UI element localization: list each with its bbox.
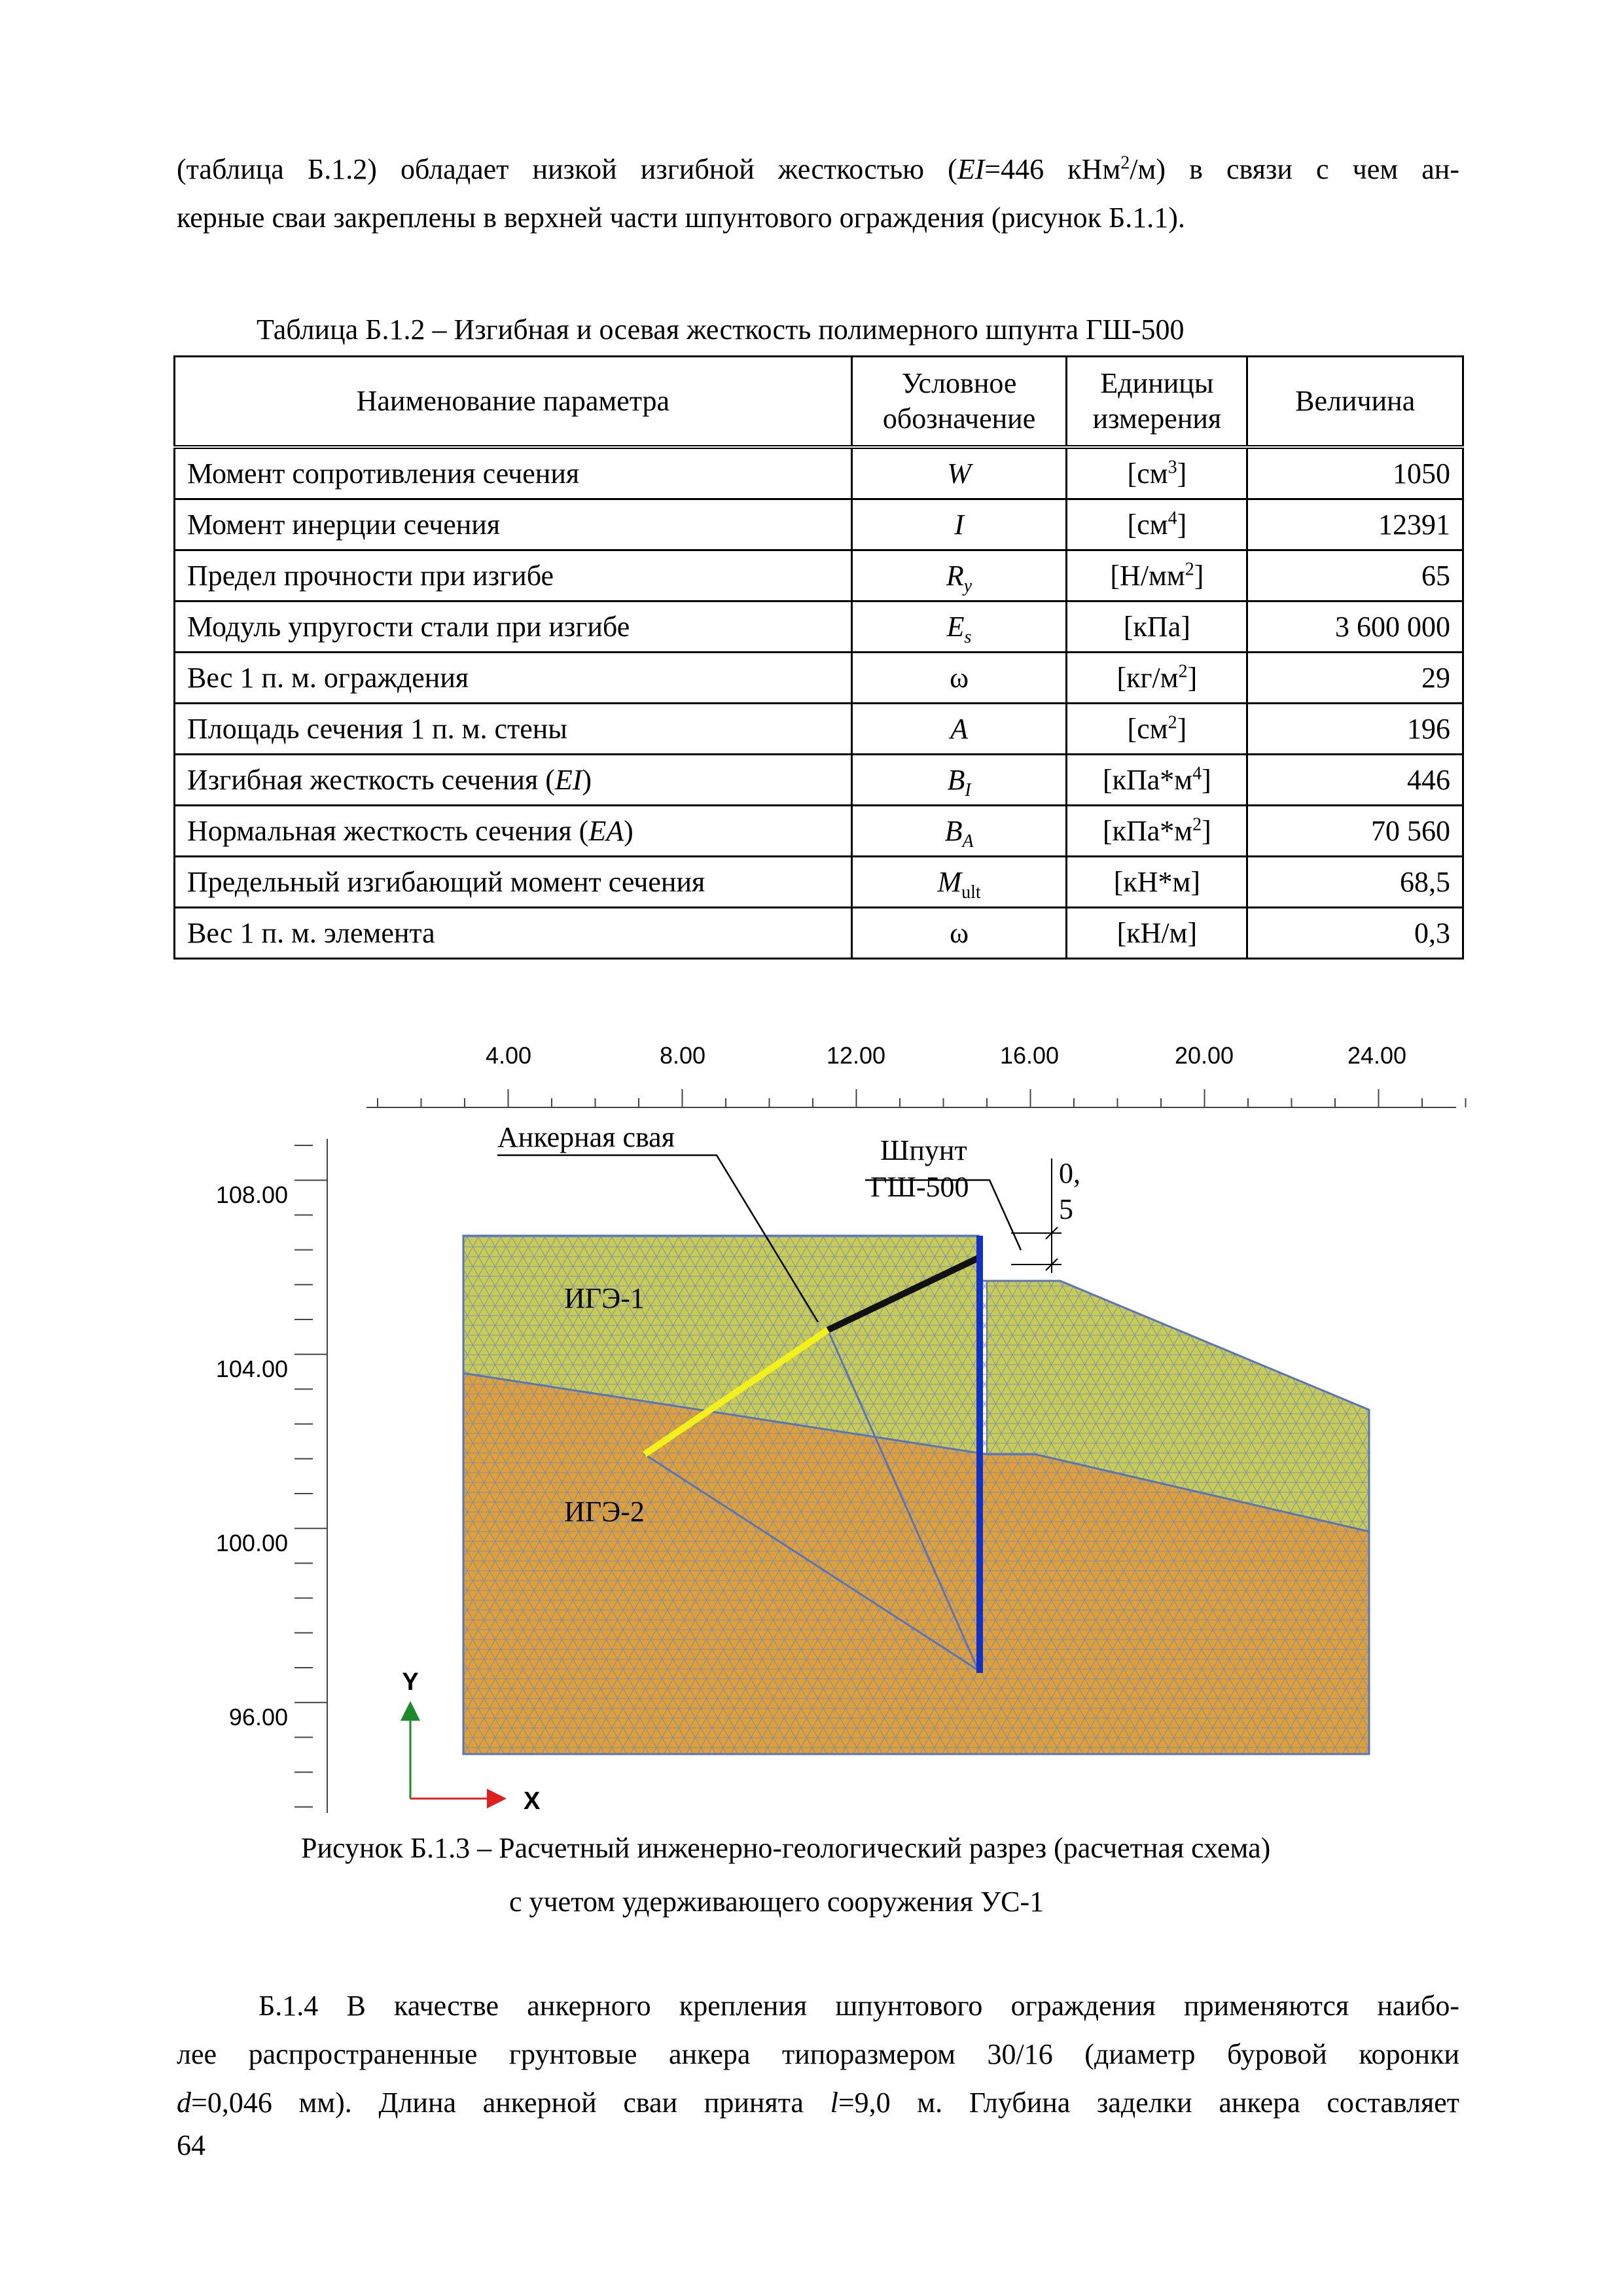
- row-unit: $[см^2]$: [1067, 704, 1247, 755]
- x-tick-label: 12.00: [826, 1042, 886, 1069]
- x-axis-ruler: [366, 1042, 1466, 1107]
- table-row: [175, 601, 1463, 653]
- row-symbol: A: [851, 704, 1067, 755]
- row-name: Модуль упругости стали при изгибе: [175, 601, 852, 653]
- y-tick-label: 104.00: [215, 1355, 288, 1382]
- row-name: Вес 1 п. м. ограждения: [175, 653, 852, 704]
- row-unit: $[см^4]$: [1067, 499, 1247, 550]
- row-name: Вес 1 п. м. элемента: [175, 908, 852, 959]
- x-tick-label: 20.00: [1174, 1042, 1234, 1069]
- outro-paragraph: [177, 1982, 1459, 2127]
- intro-paragraph: [177, 145, 1459, 242]
- y-axis-ruler: [216, 1139, 327, 1813]
- intro-line-1: (таблица Б.1.2) обладает низкой изгибной жесткостью (EI=446 кНм$^2$/м) в связи с чем ан-: [177, 152, 1460, 185]
- layer-ige2-label: ИГЭ-2: [564, 1496, 645, 1528]
- header-name: Наименование параметра: [175, 357, 852, 448]
- table-row: [175, 653, 1463, 704]
- row-name: Предельный изгибающий момент сечения: [175, 857, 852, 908]
- row-value: 446: [1247, 755, 1463, 806]
- figure-caption-line-2: с учетом удерживающего сооружения УС-1: [509, 1886, 1044, 1918]
- table-row: [175, 857, 1463, 908]
- x-tick-label: 24.00: [1347, 1042, 1407, 1069]
- row-name: Изгибная жесткость сечения (EI): [175, 755, 852, 806]
- x-tick-label: 4.00: [485, 1042, 532, 1069]
- row-unit: $[кПа*м^4]$: [1067, 755, 1247, 806]
- axis-y-label: Y: [402, 1668, 419, 1696]
- row-symbol: ω: [851, 653, 1067, 704]
- row-value: 0,3: [1247, 908, 1463, 959]
- page-number: 64: [177, 2129, 205, 2161]
- row-value: 68,5: [1247, 857, 1463, 908]
- header-symbol: Условное обозначение: [851, 357, 1067, 448]
- row-value: 12391: [1247, 499, 1463, 550]
- table-row: [175, 499, 1463, 550]
- dimension-label-1: 0,: [1059, 1157, 1080, 1189]
- row-value: 1050: [1247, 447, 1463, 499]
- outro-line-1: Б.1.4 В качестве анкерного крепления шпунтового ограждения применяются наибо-: [259, 1990, 1459, 2022]
- table-caption: Таблица Б.1.2 – Изгибная и осевая жесткость полимерного шпунта ГШ-500: [257, 314, 1185, 346]
- intro-line-2: керные сваи закреплены в верхней части шпунтового ограждения (рисунок Б.1.1).: [177, 202, 1185, 234]
- table-header-row: [175, 357, 1463, 448]
- table-row: [175, 447, 1463, 499]
- row-value: 3 600 000: [1247, 601, 1463, 653]
- row-name: Момент инерции сечения: [175, 499, 852, 550]
- parameters-table: [173, 355, 1464, 960]
- layer-ige1-label: ИГЭ-1: [564, 1282, 645, 1314]
- row-unit: [кН/м]: [1067, 908, 1247, 959]
- figure-caption-line-1: Рисунок Б.1.3 – Расчетный инженерно-геологический разрез (расчетная схема): [301, 1832, 1271, 1864]
- sheet-pile-label-1: Шпунт: [880, 1134, 967, 1166]
- row-value: 196: [1247, 704, 1463, 755]
- row-unit: [кПа]: [1067, 601, 1247, 653]
- header-value: Величина: [1247, 357, 1463, 448]
- x-tick-label: 8.00: [659, 1042, 706, 1069]
- table-row: [175, 704, 1463, 755]
- row-name: Нормальная жесткость сечения (EA): [175, 806, 852, 857]
- row-unit: $[Н/мм^2]$: [1067, 550, 1247, 601]
- row-symbol: $M_{ult}$: [851, 857, 1067, 908]
- outro-line-3: d=0,046 мм). Длина анкерной сваи принята l=9,0 м. Глубина заделки анкера составляет: [177, 2087, 1459, 2119]
- row-unit: [кН*м]: [1067, 857, 1247, 908]
- geological-section-figure: [0, 1008, 1623, 1820]
- y-tick-label: 100.00: [215, 1530, 288, 1556]
- row-unit: $[кг/м^2]$: [1067, 653, 1247, 704]
- row-value: 65: [1247, 550, 1463, 601]
- dimension-label-2: 5: [1059, 1193, 1073, 1225]
- row-unit: $[кПа*м^2]$: [1067, 806, 1247, 857]
- sheet-pile-label-2: ГШ-500: [870, 1171, 969, 1203]
- row-symbol: W: [851, 447, 1067, 499]
- header-units: Единицы измерения: [1067, 357, 1247, 448]
- outro-line-2: лее распространенные грунтовые анкера типоразмером 30/16 (диаметр буровой коронки: [177, 2038, 1459, 2070]
- dimension-mark: [1011, 1158, 1061, 1273]
- anchor-pile-label: Анкерная свая: [497, 1121, 675, 1153]
- row-symbol: I: [851, 499, 1067, 550]
- row-name: Предел прочности при изгибе: [175, 550, 852, 601]
- row-symbol: $B_I$: [851, 755, 1067, 806]
- y-tick-label: 108.00: [215, 1181, 288, 1208]
- row-value: 29: [1247, 653, 1463, 704]
- row-symbol: ω: [851, 908, 1067, 959]
- row-symbol: $R_y$: [851, 550, 1067, 601]
- table-row: [175, 908, 1463, 959]
- x-tick-label: 16.00: [999, 1042, 1060, 1069]
- axis-x-label: X: [524, 1787, 541, 1815]
- table-row: [175, 755, 1463, 806]
- row-name: Момент сопротивления сечения: [175, 447, 852, 499]
- row-value: 70 560: [1247, 806, 1463, 857]
- table-row: [175, 806, 1463, 857]
- row-name: Площадь сечения 1 п. м. стены: [175, 704, 852, 755]
- row-symbol: $E_s$: [851, 601, 1067, 653]
- row-symbol: $B_A$: [851, 806, 1067, 857]
- row-unit: $[см^3]$: [1067, 447, 1247, 499]
- y-tick-label: 96.00: [228, 1704, 288, 1731]
- table-row: [175, 550, 1463, 601]
